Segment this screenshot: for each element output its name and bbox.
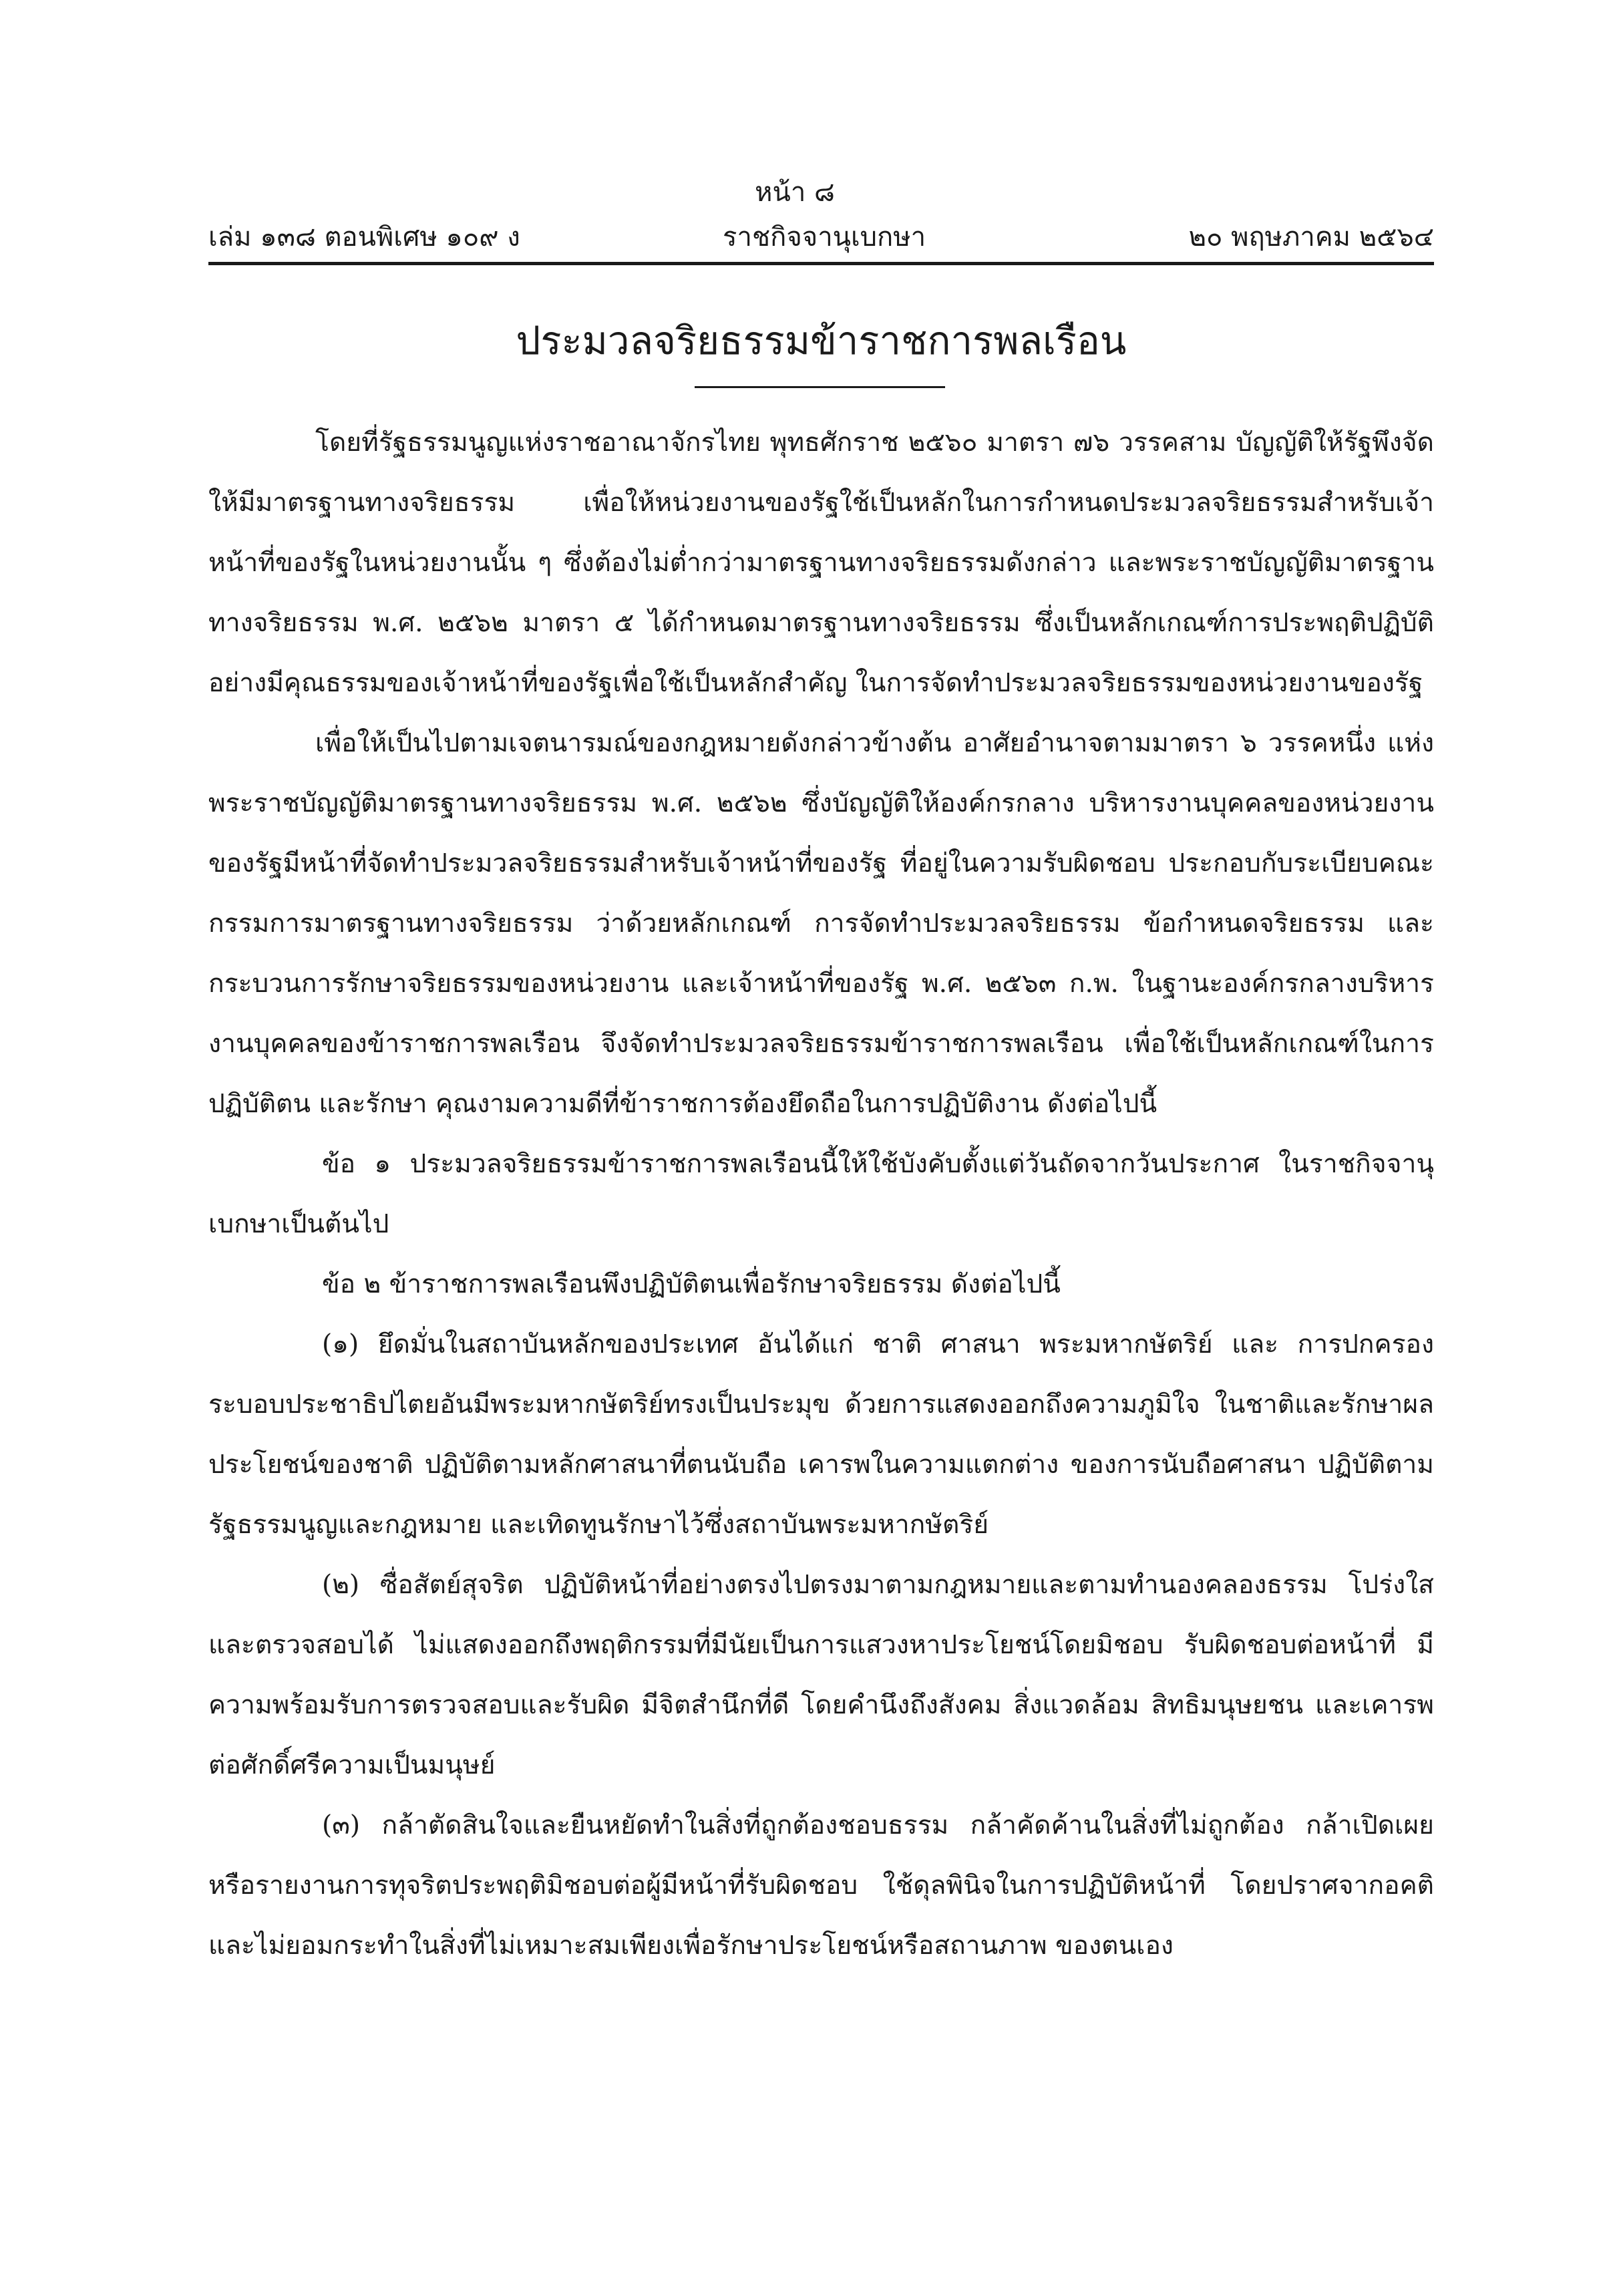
title-underline bbox=[695, 386, 945, 388]
clause-2-item-1: (๑) ยึดมั่นในสถาบันหลักของประเทศ อันได้แก่ ชาติ ศาสนา พระมหากษัตริย์ และ การปกครองระบอบประชาธิปไตยอันมีพระมหากษัตริย์ทรงเป็นประมุข ด้วยการแสดงออกถึงความภูมิใจ ในชาติและรักษาผลประโยชน์ของชาติ ปฏิบัติตามหลักศาสนาที่ตนนับถือ เคารพในความแตกต่าง ของการนับถือศาสนา ปฏิบัติตามรัฐธรรมนูญและกฎหมาย และเทิดทูนรักษาไว้ซึ่งสถาบันพระมหากษัตริย์ bbox=[208, 1329, 1434, 1540]
header-divider bbox=[208, 262, 1434, 265]
authority-paragraph: เพื่อให้เป็นไปตามเจตนารมณ์ของกฎหมายดังกล่าวข้างต้น อาศัยอำนาจตามมาตรา ๖ วรรคหนึ่ง แห่งพระราชบัญญัติมาตรฐานทางจริยธรรม พ.ศ. ๒๕๖๒ ซึ่งบัญญัติให้องค์กรกลาง บริหารงานบุคคลของหน่วยงานของรัฐมีหน้าที่จัดทำประมวลจริยธรรมสำหรับเจ้าหน้าที่ของรัฐ ที่อยู่ในความรับผิดชอบ ประกอบกับระเบียบคณะกรรมการมาตรฐานทางจริยธรรม ว่าด้วยหลักเกณฑ์ การจัดทำประมวลจริยธรรม ข้อกำหนดจริยธรรม และกระบวนการรักษาจริยธรรมของหน่วยงาน และเจ้าหน้าที่ของรัฐ พ.ศ. ๒๕๖๓ ก.พ. ในฐานะองค์กรกลางบริหารงานบุคคลของข้าราชการพลเรือน จึงจัดทำประมวลจริยธรรมข้าราชการพลเรือน เพื่อใช้เป็นหลักเกณฑ์ในการปฏิบัติตน และรักษา คุณงามความดีที่ข้าราชการต้องยึดถือในการปฏิบัติงาน ดังต่อไปนี้ bbox=[208, 728, 1434, 1119]
clause-2-item-2: (๒) ซื่อสัตย์สุจริต ปฏิบัติหน้าที่อย่างตรงไปตรงมาตามกฎหมายและตามทำนองคลองธรรม โปร่งใส และตรวจสอบได้ ไม่แสดงออกถึงพฤติกรรมที่มีนัยเป็นการแสวงหาประโยชน์โดยมิชอบ รับผิดชอบต่อหน้าที่ มีความพร้อมรับการตรวจสอบและรับผิด มีจิตสำนึกที่ดี โดยคำนึงถึงสังคม สิ่งแวดล้อม สิทธิมนุษยชน และเคารพต่อศักดิ์ศรีความเป็นมนุษย์ bbox=[208, 1570, 1434, 1780]
clause-1: ข้อ ๑ ประมวลจริยธรรมข้าราชการพลเรือนนี้ให้ใช้บังคับตั้งแต่วันถัดจากวันประกาศ ในราชกิจจานุเบกษาเป็นต้นไป bbox=[208, 1149, 1434, 1239]
page-number: หน้า ๘ bbox=[755, 177, 835, 208]
document-body bbox=[208, 413, 1434, 1976]
preamble-paragraph: โดยที่รัฐธรรมนูญแห่งราชอาณาจักรไทย พุทธศักราช ๒๕๖๐ มาตรา ๗๖ วรรคสาม บัญญัติให้รัฐพึงจัดให้มีมาตรฐานทางจริยธรรม เพื่อให้หน่วยงานของรัฐใช้เป็นหลักในการกำหนดประมวลจริยธรรมสำหรับเจ้าหน้าที่ของรัฐในหน่วยงานนั้น ๆ ซึ่งต้องไม่ต่ำกว่ามาตรฐานทางจริยธรรมดังกล่าว และพระราชบัญญัติมาตรฐานทางจริยธรรม พ.ศ. ๒๕๖๒ มาตรา ๕ ได้กำหนดมาตรฐานทางจริยธรรม ซึ่งเป็นหลักเกณฑ์การประพฤติปฏิบัติอย่างมีคุณธรรมของเจ้าหน้าที่ของรัฐเพื่อใช้เป็นหลักสำคัญ ในการจัดทำประมวลจริยธรรมของหน่วยงานของรัฐ bbox=[208, 428, 1434, 698]
clause-2-item-3: (๓) กล้าตัดสินใจและยืนหยัดทำในสิ่งที่ถูกต้องชอบธรรม กล้าคัดค้านในสิ่งที่ไม่ถูกต้อง กล้าเปิดเผยหรือรายงานการทุจริตประพฤติมิชอบต่อผู้มีหน้าที่รับผิดชอบ ใช้ดุลพินิจในการปฏิบัติหน้าที่ โดยปราศจากอคติ และไม่ยอมกระทำในสิ่งที่ไม่เหมาะสมเพียงเพื่อรักษาประโยชน์หรือสถานภาพ ของตนเอง bbox=[208, 1810, 1434, 1961]
gazette-header bbox=[208, 214, 1434, 261]
document-title: ประมวลจริยธรรมข้าราชการพลเรือน bbox=[516, 318, 1127, 363]
gazette-name: ราชกิจจานุเบกษา bbox=[723, 222, 926, 253]
publication-date: ๒๐ พฤษภาคม ๒๕๖๔ bbox=[1188, 222, 1434, 253]
clause-2: ข้อ ๒ ข้าราชการพลเรือนพึงปฏิบัติตนเพื่อรักษาจริยธรรม ดังต่อไปนี้ bbox=[322, 1269, 1061, 1299]
volume-issue: เล่ม ๑๓๘ ตอนพิเศษ ๑๐๙ ง bbox=[208, 222, 520, 253]
